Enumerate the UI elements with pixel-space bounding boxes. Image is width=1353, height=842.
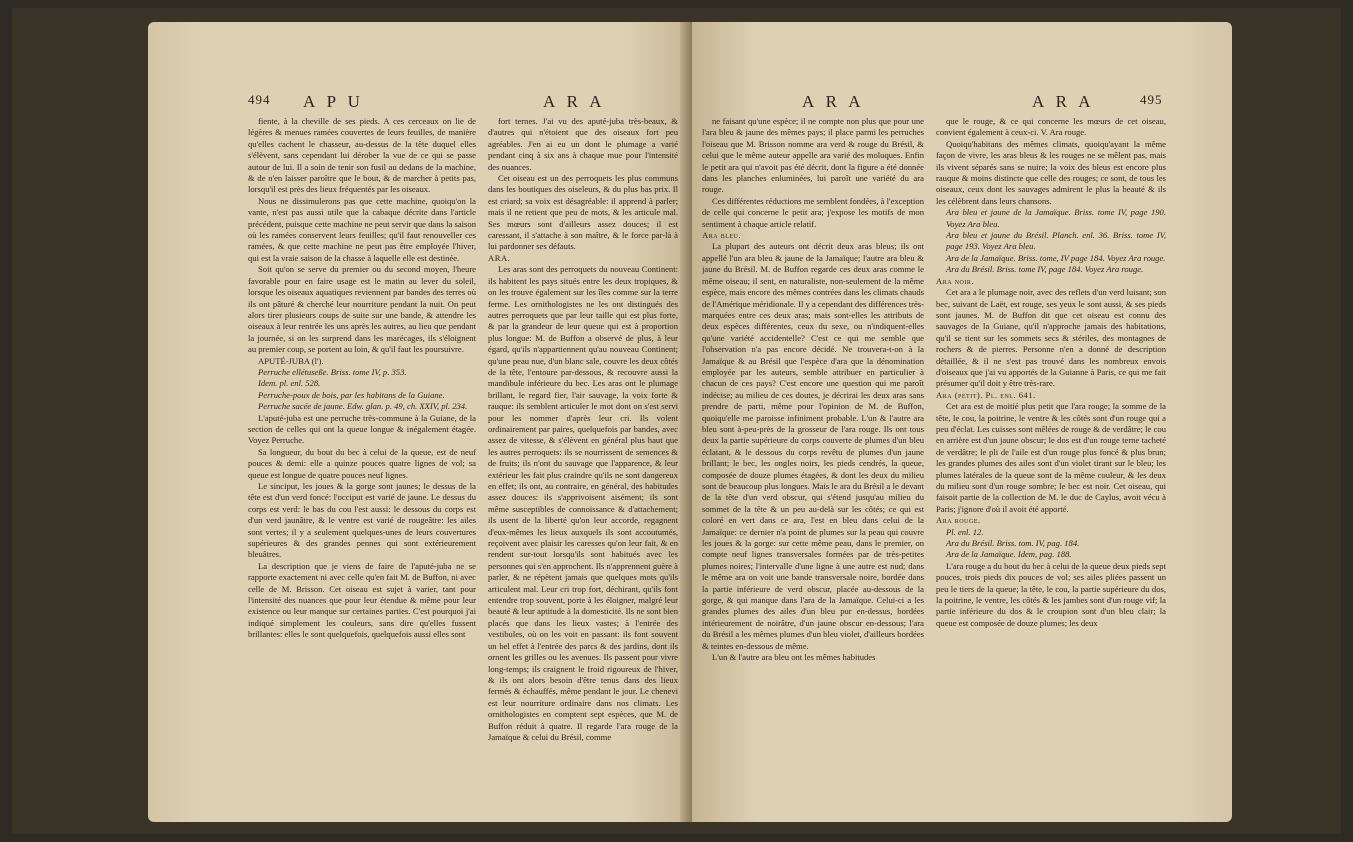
bibliographic-reference: Ara du Brésil. Briss. tom. IV, pag. 184.	[946, 538, 1080, 549]
left-page-header	[248, 92, 668, 114]
left-page-number: 494	[248, 92, 271, 107]
bibliographic-reference: Perruche ellétuseße. Briss. tome IV, p. 353.	[258, 366, 407, 377]
paragraph: Soit qu'on se serve du premier ou du second moyen, l'heure favorable pour en faire usage est le matin au lever du soleil, lorsque les oiseaux aquatiques reviennent par bandes des terres où ils ont pâturé & cherché leur nourriture pendant la nuit. On peut alors tirer plusieurs coups de suite sur une bande, & attendre les oiseaux à leur rentrée les uns après les autres, au lieu que pendant la journée, si on les surprend dans les marécages, ils s'éloignent au premier coup, se portent au loin, & qu'il faut les poursuivre.	[248, 264, 476, 355]
entry-heading: Ara bleu.	[702, 230, 742, 241]
paragraph: La plupart des auteurs ont décrit deux aras bleus; ils ont appellé l'un ara bleu & jaune de la Jamaïque; l'autre ara bleu & jaune du Brésil. M. de Buffon regarde ces deux aras comme le même oiseau; il sent, en naturaliste, non-seulement de la même espèce, mais encore des mêmes contrées dans les climats chauds de l'Amérique méridionale. Il y a cependant des différences très-marquées entre ces deux aras; mais sont-elles les attributs de deux espèces différentes, ceux du sexe, ou n'indiquent-elles qu'une variété accidentelle? C'est ce qui me semble que l'observation n'a pas encore décidé. Ne trouvera-t-on à la Jamaïque & au Brésil que l'espèce d'ara que la dénomination employée par les auteurs, semble attribuer en particulier à chacun de ces pays? C'est encore une question qui me paroît indécise; au milieu de ces doutes, je décrirai les deux aras sans prendre de parti, même pour l'opinion de M. de Buffon, quoiqu'elle me paroisse infiniment probable. L'un & l'autre ara bleu sont à-peu-près de la grosseur de l'ara rouge. Ils ont tous deux la partie supérieure du corps couverte de plumes d'un bleu éclatant, & le dessous du corps revêtu de plumes d'un jaune brillant; le bec, les ongles noirs, les pieds cendrés, la queue, composée de douze plumes étagées, & dont les deux du milieu sont de beaucoup plus longues. Mais le ara du Brésil a le devant de la tête d'un verd obscur, qui s'étend jusqu'au milieu du sommet de la tête & un peu au-delà sur les côtés; ce qui est coloré en vert dans ce ara, l'est en bleu dans celui de la Jamaïque: ce dernier n'a point de plumes sur la peau qui couvre les joues & la gorge: sur cette même peau, dans le premier, on compte neuf lignes transversales formées par de très-petites plumes noires; l'intervalle d'une ligne à une autre est nud; dans le même ara on voit une bande transversale noire, bordée dans la partie inférieure de verd obscur, placée au-dessous de la gorge, & qui manque dans l'ara de la Jamaïque. Celui-ci a les grandes plumes des ailes d'un bleu pur en-dessus, bordées intérieurement de noirâtre, d'un jaune obscur en-dessous; l'ara du Brésil a les mêmes plumes d'un bleu violet, d'ailleurs bordées & teintes en-dessous de même.	[702, 241, 924, 651]
right-column-1	[702, 116, 924, 812]
paragraph: Cet ara est de moitié plus petit que l'ara rouge; la somme de la tête, le cou, la poitrine, le ventre & les côtés sont d'un rouge qui a peu d'éclat. Les cuisses sont mêlées de rouge & de verdâtre; le cou en arrière est d'un jaune obscur; le dos est d'un rouge terne tacheté de verdâtre; le pli de l'aile est d'un rouge plus foncé & plus brun; les grandes plumes des ailes sont d'un violet tirant sur le bleu; les plumes latérales de la queue sont de la même couleur, & les deux du milieu sont d'un rouge sombre; le bec est noir. Cet oiseau, qui faisoit partie de la collection de M. le duc de Caylus, avoit vécu à Paris; j'ignore d'où il avoit été apporté.	[936, 401, 1166, 514]
paragraph: Sa longueur, du bout du bec à celui de la queue, est de neuf pouces & demi: elle a quinze pouces quatre lignes de vol; sa queue est longue de quatre pouces neuf lignes.	[248, 446, 476, 480]
right-running-head-ara-1: A R A	[802, 92, 865, 111]
entry-heading: Ara rouge.	[936, 515, 981, 526]
bibliographic-reference: Ara bleu et jaune de la Jamaïque. Briss. tome IV, page 190. Voyez Ara bleu.	[946, 207, 1166, 229]
right-column-2	[936, 116, 1166, 812]
paragraph: Cet oiseau est un des perroquets les plus communs dans les boutiques des oiseleurs, & du plus bas prix. Il est criard; sa voix est désagréable: il apprend à parler; mais il ne retient que peu de mots, & les articule mal. Ses mœurs sont d'ailleurs assez douces; il est caressant, il s'attache à son maître, & le force par-là à lui pardonner ses défauts.	[488, 173, 678, 252]
paragraph: ne faisant qu'une espèce; il ne compte non plus que pour une l'ara bleu & jaune des mêmes pays; il place parmi les perruches l'oiseau que M. Brisson nomme ara verd & rouge du Brésil, & celui que le même auteur appelle ara varié des moluques. Enfin le petit ara qui n'avoit pas été décrit, dont la figure a été donnée dans les planches enluminées, lui paroît une variété du ara rouge.	[702, 116, 924, 195]
paragraph: que le rouge, & ce qui concerne les mœurs de cet oiseau, convient également à ceux-ci. V. Ara rouge.	[936, 116, 1166, 138]
bibliographic-reference: Perruche-poux de bois, par les habitans de la Guiane.	[258, 389, 445, 400]
paragraph: L'aputé-juba est une perruche très-commune à la Guiane, de la section de celles qui ont la queue longue & inégalement étagée. Voyez Perruche.	[248, 412, 476, 446]
entry-heading: Ara noir.	[936, 275, 975, 286]
paragraph: La description que je viens de faire de l'aputé-juba ne se rapporte exactement ni avec celle qu'en fait M. de Buffon, ni avec celle de M. Brisson. Cet oiseau est sujet à varier, tant pour l'intensité des nuances que pour leur étendue & même pour leur existence ou leur manque sur certaines parties. C'est pourquoi j'ai indiqué simplement les couleurs, sans dire qu'elles fussent brillantes: elles le sont quelquefois, quelquefois aussi elles sont	[248, 560, 476, 640]
paragraph: Le sinciput, les joues & la gorge sont jaunes; le dessus de la tête est d'un verd foncé: l'occiput est varié de jaune. Le dessus du corps est verd: le bas du cou l'est aussi: le dessous du corps est d'un verd jaunâtre, & le ventre est varié de rougeâtre: les ailes sont vertes; il y a seulement quelques-unes de leurs couvertures supérieures & des grandes pennes qui sont extérieurement bleuâtres.	[248, 481, 476, 560]
right-page-number: 495	[1140, 92, 1163, 107]
book-spread	[12, 8, 1341, 834]
paragraph: fiente, à la cheville de ses pieds. A ces cerceaux on lie de légères & menues ramées couvertes de leurs feuilles, de manière qu'elles cachent le chasseur, au-dessus de la tête duquel elles s'élèvent, sans cependant lui dérober la vue de ce qui se passe autour de lui. Il a soin de tenir son fusil au dedans de la machine, & de n'en laisser paroître que le bout, & de marcher à petits pas, lorsqu'il est près des lieux fréquentés par les oiseaux.	[248, 116, 476, 195]
right-page	[692, 22, 1232, 822]
entry-heading: Ara (petit). Pl. enl. 641.	[936, 389, 1036, 400]
bibliographic-reference: Pl. enl. 12.	[946, 526, 984, 537]
entry-heading: ARA.	[488, 252, 511, 263]
paragraph: Quoiqu'habitans des mêmes climats, quoiqu'ayant la même façon de vivre, les aras bleus & les rouges ne se mêlent pas, mais ils vivent séparés sans se nuire; la voix des bleus est encore plus rauque & moins distincte que celle des rouges; ce sont, de tous les oiseaux, ceux dont les sauvages admirent le plus la beauté & ils les célèbrent dans leurs chansons.	[936, 138, 1166, 206]
left-column-2	[488, 116, 678, 812]
left-running-head-ara: A R A	[543, 92, 606, 111]
paragraph: L'un & l'autre ara bleu ont les mêmes habitudes	[712, 652, 876, 663]
bibliographic-reference: Ara du Brésil. Briss. tome IV, page 184. Voyez Ara rouge.	[946, 264, 1144, 275]
bibliographic-reference: Ara de la Jamaïque. Idem, pag. 188.	[946, 549, 1072, 560]
left-column-1	[248, 116, 476, 812]
right-page-header	[702, 92, 1172, 114]
paragraph: L'ara rouge a du bout du bec à celui de la queue deux pieds sept pouces, trois pieds dix pouces de vol; ses ailes pliées passent un peu le tiers de la queue; la tête, le cou, la partie supérieure du dos, la poitrine, le ventre, les côtés & les jambes sont d'un rouge vif; la partie inférieure du dos & le croupion sont d'un bleu clair; la queue est composée de douze plumes; les deux	[936, 560, 1166, 628]
bibliographic-reference: Ara bleu et jaune du Brésil. Planch. enl. 36. Briss. tome IV, page 193. Voyez Ara bleu.	[946, 230, 1166, 252]
left-page	[148, 22, 688, 822]
paragraph: Ces différentes réductions me semblent fondées, à l'exception de celle qui concerne le petit ara; j'expose les motifs de mon sentiment à chaque article relatif.	[702, 195, 924, 229]
paragraph: fort ternes. J'ai vu des aputé-juba très-beaux, & d'autres qui n'étoient que des oiseaux fort peu agréables. J'en ai eu un dont le plumage a varié pendant cinq à six ans à chaque mue pour l'intensité des nuances.	[488, 116, 678, 172]
paragraph: Cet ara a le plumage noir, avec des reflets d'un verd luisant; son bec, suivant de Laët, est rouge, ses yeux le sont aussi, & ses pieds sont jaunes. M. de Buffon dit que cet oiseau est connu des sauvages de la Guiane, qu'il n'approche jamais des habitations, qu'il se tient sur les sommets secs & stériles, des montagnes de rochers & de pierres. Personne n'en a donné de description détaillée, & il ne s'est pas trouvé dans les nombreux envois d'oiseaux que j'ai vu apportés de la Guianne à Paris, ce qui me fait présumer qu'il doit y être très-rare.	[936, 287, 1166, 389]
paragraph: Nous ne dissimulerons pas que cette machine, quoiqu'on la vante, n'est pas aussi utile que la cabaque décrite dans l'article précédent, puisque cette machine ne peut servir que dans la saison où les ramées conservent leurs feuilles; qu'il faut renouveller ces ramées, & que cette machine ne peut pas être employée l'hiver, qui est la vraie saison de la chasse à laquelle elle est destinée.	[248, 195, 476, 263]
bibliographic-reference: Idem. pl. enl. 528.	[258, 378, 321, 389]
paragraph: Les aras sont des perroquets du nouveau Continent: ils habitent les pays situés entre les deux tropiques, & on les trouve également sur les îles comme sur la terre ferme. Les ornithologistes ne les ont distingués des autres perroquets que par leur taille qui est plus forte, & par la grandeur de leur queue qui est à proportion plus longue: M. de Buffon a observé de plus, à leur égard, qu'ils n'appartiennent qu'au nouveau Continent; qu'une peau nue, d'un blanc sale, couvre les deux côtés de la tête, l'entoure par-dessous, & recouvre aussi la mandibule inférieure du bec. Les aras ont le plumage brillant, le regard fier, l'air sauvage, la voix forte & rauque: ils semblent articuler le mot dont on s'est servi pour les nommer d'après leur cri. Ils volent ordinairement par paires, quelquefois par bandes, avec assez de vitesse, & s'élèvent en général plus haut que les autres perroquets: ils se nourrissent de semences & de fruits; ils n'ont du sauvage que l'apparence, & leur extérieur les fait plus craindre qu'ils ne sont dangereux en effet; ils ont, au contraire, en général, des habitudes assez douces: ils s'apprivoisent aisément; ils sont même susceptibles de connoissance & d'attachement; ils usent de la liberté qu'on leur accorde, regagnent d'eux-mêmes les lieux auxquels ils sont accoutumés, reçoivent avec plaisir les caresses qu'on leur fait, & en rendent sur-tout lorsqu'ils sont habitués avec les personnes qui s'en approchent. Ils n'apprennent guère à parler, & ne répètent jamais que quelques mots qu'ils articulent mal. Leur cri trop fort, déchirant, qu'ils font entendre trop souvent, porte à les éloigner, malgré leur beauté & leur aptitude à la domesticité. Ils ne sont bien placés que dans les lieux vastes; à l'entrée des vestibules, où on les voit en passant: ils font souvent un bel effet à l'entrée des parcs & des jardins, dont ils ornent les grilles ou les avenues. Ils passent pour vivre long-temps; ils craignent le froid rigoureux de l'hiver, & ils ont alors besoin d'être tenus dans des lieux fermés & échauffés, même pendant le jour. Le chenevi est leur nourriture ordinaire dans nos climats. Les ornithologistes en comptent sept espèces, que M. de Buffon réduit à quatre. Il regarde l'ara rouge de la Jamaïque & celui du Brésil, comme	[488, 264, 678, 742]
right-running-head-ara-2: A R A	[1032, 92, 1095, 111]
paragraph: APUTÉ-JUBA (l').	[258, 355, 324, 366]
bibliographic-reference: Ara de la Jamaïque. Briss. tome, IV page 184. Voyez Ara rouge.	[946, 252, 1166, 263]
left-running-head-apu: A P U	[303, 92, 364, 111]
bibliographic-reference: Perruche sacée de jaune. Edw. glan. p. 49, ch. XXIV, pl. 234.	[258, 401, 468, 412]
